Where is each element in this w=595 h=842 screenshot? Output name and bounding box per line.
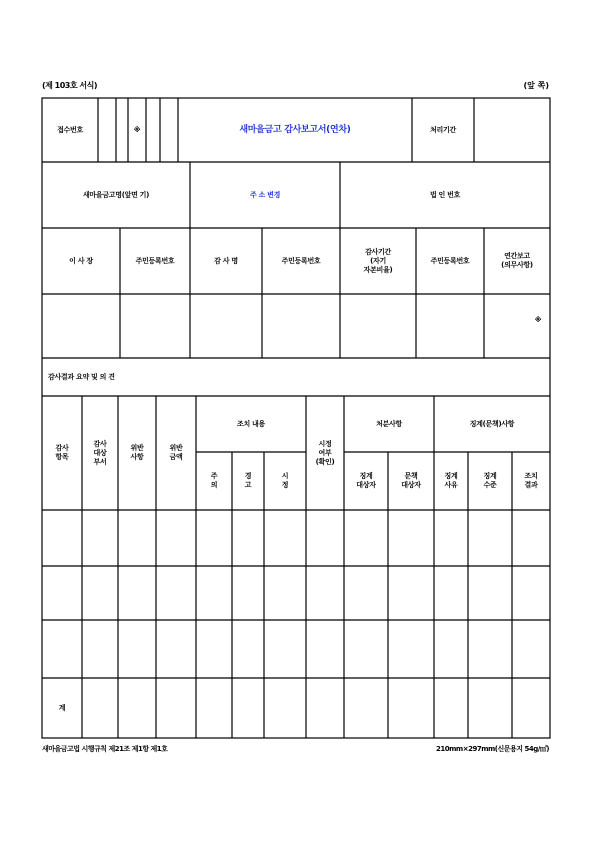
sub-correction: 시 정 [281, 472, 289, 489]
col-violation-amount: 위반 금액 [169, 444, 183, 461]
receipt-number-label: 접수번호 [57, 125, 83, 134]
receipt-mark: ※ [133, 125, 141, 134]
col-violation: 위반 사항 [130, 444, 144, 461]
corporate-number-label: 법 인 번호 [429, 190, 461, 199]
union-name-label: 새마을금고명(앞면 기) [82, 190, 150, 199]
sub-reprimand-target: 문책 대상자 [401, 472, 421, 489]
section-label: 감사결과 요약 및 의 견 [48, 373, 115, 381]
chairman-id-label: 주민등록번호 [135, 256, 175, 265]
auditor-label: 감 사 명 [214, 256, 238, 265]
col-audit-item: 감사 항목 [55, 444, 69, 461]
annual-report-label: 연간보고 (의무사항) [501, 252, 533, 269]
footer-legal-basis: 새마을금고법 시행규칙 제21조 제1항 제1호 [42, 745, 168, 753]
col-disposition: 처분사항 [376, 419, 402, 428]
form-number: (제 103호 서식) [42, 81, 97, 90]
sub-discipline-reason: 징계 사유 [444, 472, 458, 489]
total-label: 계 [58, 703, 66, 712]
sub-discipline-target: 징계 대상자 [356, 472, 376, 489]
col-action: 조치 내용 [237, 419, 265, 428]
address-label: 주 소 변경 [249, 190, 281, 199]
auditor-id-label: 주민등록번호 [281, 256, 321, 265]
col-discipline: 징계(문책)사항 [469, 419, 515, 428]
audit-id-label: 주민등록번호 [430, 256, 470, 265]
sub-warning: 경 고 [244, 472, 252, 489]
col-corrected: 시정 여부 (확인) [315, 439, 335, 466]
processing-period-label: 처리기간 [430, 125, 456, 134]
chairman-label: 이 사 장 [69, 256, 93, 265]
footer-paper-size: 210mm×297mm(신문용지 54g/㎡) [436, 745, 549, 753]
sub-caution: 주 의 [210, 472, 218, 489]
audit-period-label: 감사기간 (자기 자본비율) [363, 247, 393, 274]
sub-action-result: 조치 결과 [524, 472, 538, 489]
row4-mark: ※ [534, 315, 542, 324]
sub-discipline-level: 징계 수준 [483, 472, 497, 489]
col-target-dept: 감사 대상 부서 [93, 439, 107, 466]
form-title: 새마을금고 감사보고서(연차) [239, 124, 351, 135]
page-side: (앞 쪽) [523, 81, 549, 90]
